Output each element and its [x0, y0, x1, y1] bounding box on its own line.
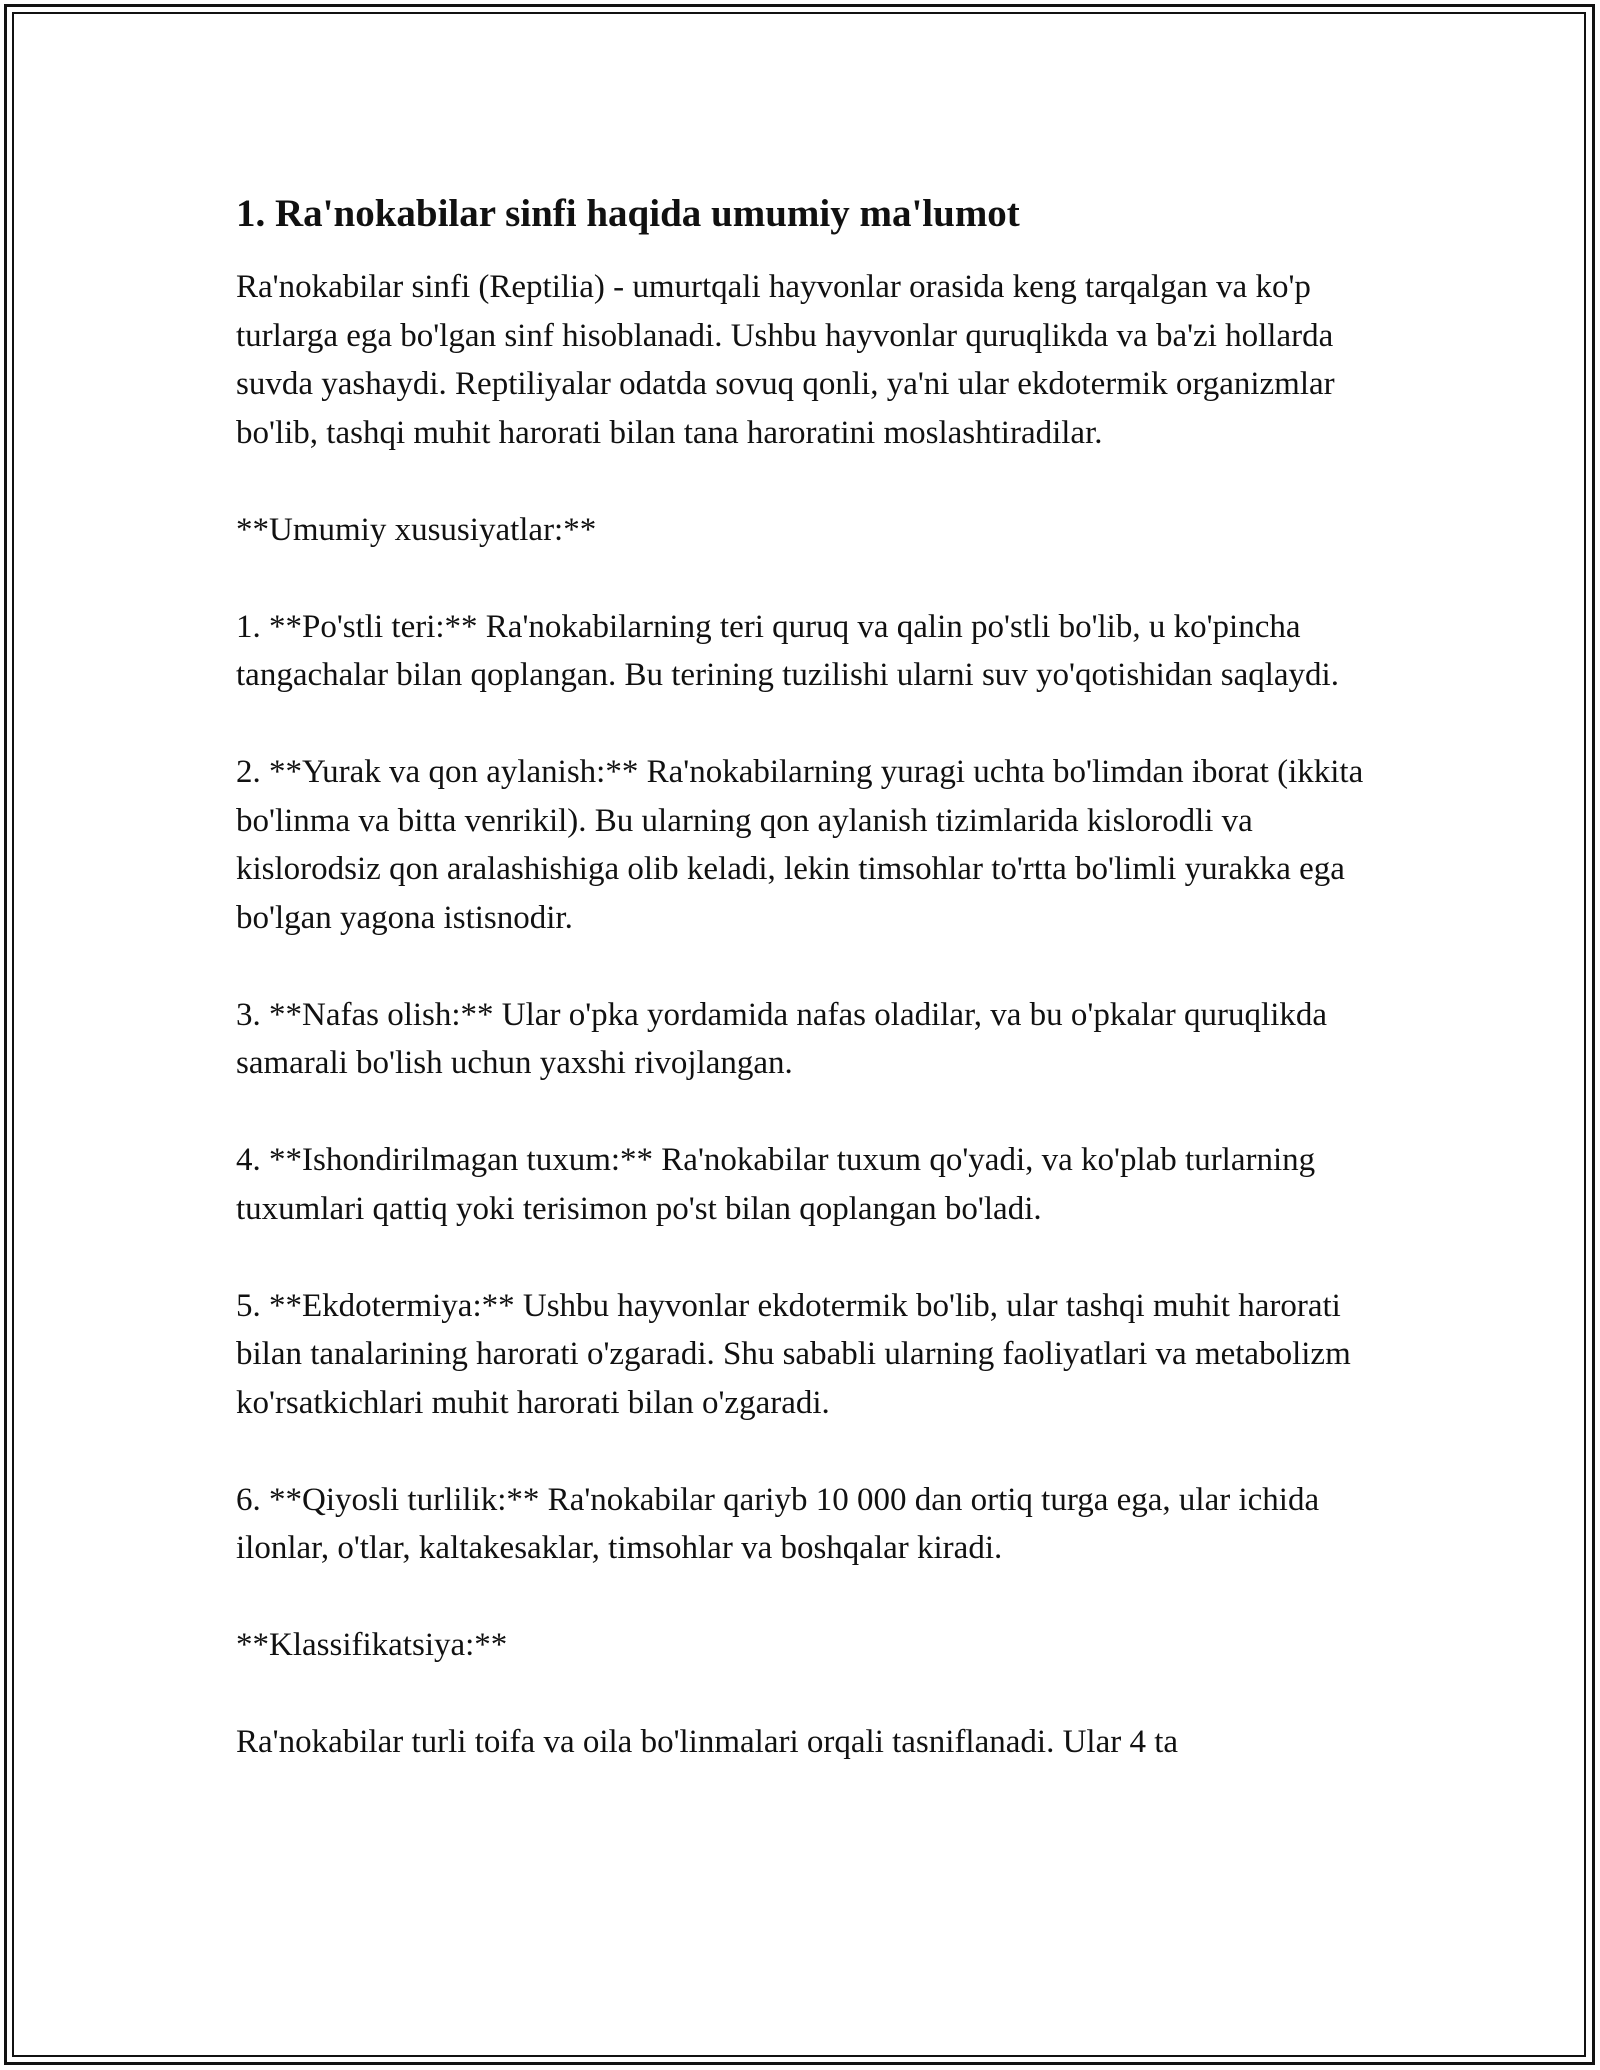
feature-item-4: 4. **Ishondirilmagan tuxum:** Ra'nokabilar tuxum qo'yadi, va ko'plab turlarning tuxumlari qattiq yoki terisimon po'st bilan qoplangan bo'ladi.	[236, 1142, 1316, 1227]
classification-title: **Klassifikatsiya:**	[236, 1627, 508, 1663]
features-title: **Umumiy xususiyatlar:**	[236, 511, 597, 548]
document-body	[236, 185, 1386, 1767]
feature-item-5: 5. **Ekdotermiya:** Ushbu hayvonlar ekdotermik bo'lib, ular tashqi muhit harorati bilan tanalarining harorati o'zgaradi. Shu sababli ularning faoliyatlari va metabolizm ko'rsatkichlari muhit harorati bilan o'zgaradi.	[236, 1287, 1351, 1421]
feature-item-6: 6. **Qiyosli turlilik:** Ra'nokabilar qariyb 10 000 dan ortiq turga ega, ular ichida ilonlar, o'tlar, kaltakesaklar, timsohlar va boshqalar kiradi.	[236, 1481, 1320, 1566]
classification-paragraph: Ra'nokabilar turli toifa va oila bo'linmalari orqali tasniflanadi. Ular 4 ta	[236, 1724, 1179, 1760]
section-heading: 1. Ra'nokabilar sinfi haqida umumiy ma'lumot	[236, 192, 1020, 235]
intro-paragraph: Ra'nokabilar sinfi (Reptilia) - umurtqali hayvonlar orasida keng tarqalgan va ko'p turlarga ega bo'lgan sinf hisoblanadi. Ushbu hayvonlar quruqlikda va ba'zi hollarda suvda yashaydi. Reptiliyalar odatda sovuq qonli, ya'ni ular ekdotermik organizmlar bo'lib, tashqi muhit harorati bilan tana haroratini moslashtiradilar.	[236, 269, 1335, 451]
feature-item-2: 2. **Yurak va qon aylanish:** Ra'nokabilarning yuragi uchta bo'limdan iborat (ikkita bo'linma va bitta venrikil). Bu ularning qon aylanish tizimlarida kislorodli va kislorodsiz qon aralashishiga olib keladi, lekin timsohlar to'rtta bo'limli yurakka ega bo'lgan yagona istisnodir.	[236, 754, 1364, 936]
feature-item-1: 1. **Po'stli teri:** Ra'nokabilarning teri quruq va qalin po'stli bo'lib, u ko'pincha tangachalar bilan qoplangan. Bu terining tuzilishi ularni suv yo'qotishidan saqlaydi.	[236, 608, 1339, 693]
feature-item-3: 3. **Nafas olish:** Ular o'pka yordamida nafas oladilar, va bu o'pkalar quruqlikda samarali bo'lish uchun yaxshi rivojlangan.	[236, 996, 1328, 1081]
